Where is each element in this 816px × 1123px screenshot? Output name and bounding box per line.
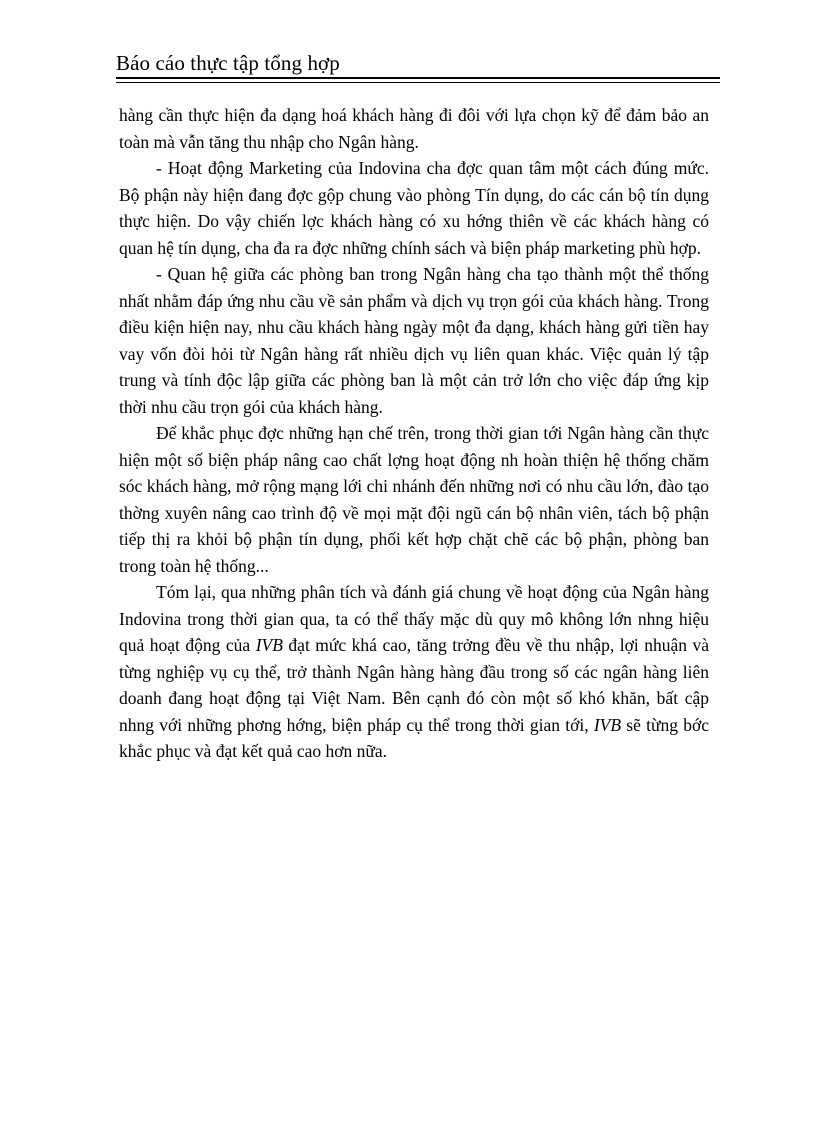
paragraph-solutions: Để khắc phục đợc những hạn chế trên, trong thời gian tới Ngân hàng cần thực hiện một số biện pháp nâng cao chất lợng hoạt động nh hoàn thiện hệ thống chăm sóc khách hàng, mở rộng mạng lới chi nhánh đến những nơi có nhu cầu lớn, đào tạo thờng xuyên nâng cao trình độ về mọi mặt đội ngũ cán bộ nhân viên, tách bộ phận tiếp thị ra khỏi bộ phận tín dụng, phối kết hợp chặt chẽ các bộ phận, phòng ban trong toàn hệ thống... (119, 423, 709, 576)
conclusion-text-3: sẽ từng bớc khắc phục và đạt kết quả cao hơn nữa. (119, 714, 709, 761)
document-body (119, 102, 709, 765)
conclusion-ivb-1: IVB (255, 635, 283, 655)
paragraph-continuation: hàng cần thực hiện đa dạng hoá khách hàng đi đôi với lựa chọn kỹ để đảm bảo an toàn mà vẫn tăng thu nhập cho Ngân hàng. (119, 105, 709, 152)
paragraph-conclusion (119, 579, 709, 765)
header-double-rule (116, 77, 720, 83)
page-header (116, 50, 720, 83)
conclusion-text-1: Tóm lại, qua những phân tích và đánh giá chung về hoạt động của Ngân hàng Indovina trong thời gian qua, ta có thể thấy mặc dù quy mô không lớn nhng hiệu quả hoạt động của (119, 582, 709, 655)
conclusion-text-2: đạt mức khá cao, tăng trởng đều về thu nhập, lợi nhuận và từng nghiệp vụ cụ thể, trở thành Ngân hàng hàng đầu trong số các ngân hàng liên doanh đang hoạt động tại Việt Nam. Bên cạnh đó còn một số khó khăn, bất cập nhng với những phơng hớng, biện pháp cụ thể trong thời gian tới, (119, 635, 710, 735)
header-title: Báo cáo thực tập tổng hợp (116, 51, 340, 75)
conclusion-ivb-2: IVB (593, 714, 622, 735)
paragraph-marketing: - Hoạt động Marketing của Indovina cha đợc quan tâm một cách đúng mức. Bộ phận này hiện đang đợc gộp chung vào phòng Tín dụng, do các cán bộ tín dụng thực hiện. Do vậy chiến lợc khách hàng có xu hớng thiên về các khách hàng có quan hệ tín dụng, cha đa ra đợc những chính sách và biện pháp marketing phù hợp. (119, 158, 709, 258)
paragraph-department-relations: - Quan hệ giữa các phòng ban trong Ngân hàng cha tạo thành một thể thống nhất nhằm đáp ứng nhu cầu về sản phẩm và dịch vụ trọn gói của khách hàng. Trong điều kiện hiện nay, nhu cầu khách hàng ngày một đa dạng, khách hàng gửi tiền hay vay vốn đòi hỏi từ Ngân hàng rất nhiều dịch vụ liên quan khác. Việc quản lý tập trung và tính độc lập giữa các phòng ban là một cản trở lớn cho việc đáp ứng kịp thời nhu cầu trọn gói của khách hàng. (119, 264, 709, 417)
